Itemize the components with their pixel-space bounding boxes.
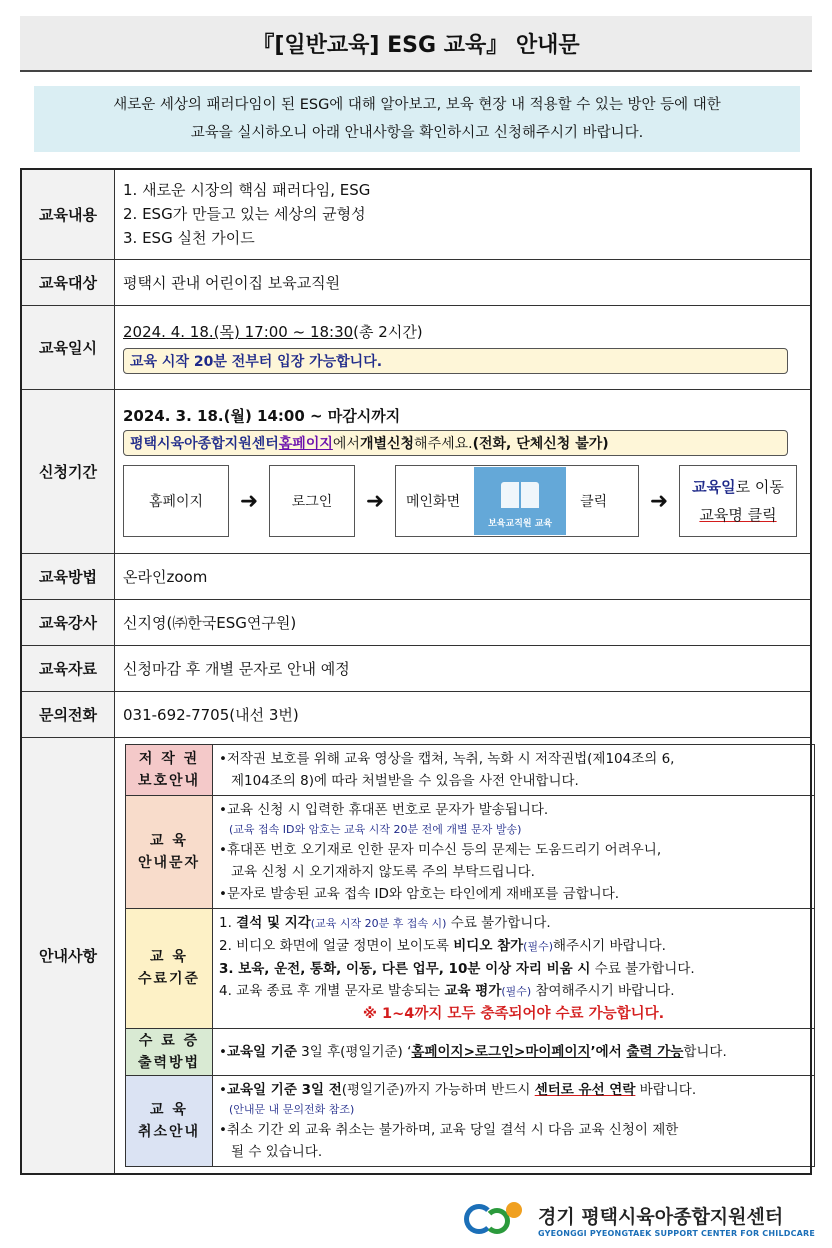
datetime-date: 2024. 4. 18.(목) 17:00 ~ 18:30 [123,323,354,341]
row-datetime [21,305,811,389]
sms-line-small: (교육 접속 ID와 암호는 교육 시작 20분 전에 개별 문자 발송) [229,822,522,836]
c3-bold: 3. 보육, 운전, 통화, 이동, 다른 업무, 10분 이상 자리 비움 시 [219,960,591,977]
step-goto-day: 교육일 [692,478,736,496]
row-instructor [21,599,811,645]
page-title: 『[일반교육] ESG 교육』 안내문 [20,16,812,72]
cancel-bullet: • [219,1081,227,1098]
intro-box [34,86,800,152]
apply-note-homepage: 홈페이지 [278,436,333,452]
datetime-cell [115,305,812,389]
step-goto [679,465,797,537]
cat-completion-1: 교 육 [150,949,188,965]
footer-sub: GYEONGGI PYEONGTAEK SUPPORT CENTER FOR CHILDCARE [538,1229,816,1238]
apply-note [123,430,788,456]
c2-a: 2. 비디오 화면에 얼굴 정면이 보이도록 [219,937,454,954]
c2-bold: 비디오 참가 [453,937,524,954]
content-item: 1. 새로운 시장의 핵심 패러다임, ESG [123,181,371,200]
step-homepage: 홈페이지 [123,465,229,537]
c1-bold: 결석 및 지각 [236,914,311,931]
c4-rest: 참여해주시기 바랍니다. [531,982,675,999]
footer-name: 경기 평택시육아종합지원센터 [538,1206,784,1228]
step-main-screen [395,465,639,537]
cat-copyright [126,744,213,795]
row-target [21,259,811,305]
footer-text [538,1202,815,1238]
notice-completion [126,908,815,1028]
cancel-text [213,1075,815,1166]
apply-flow [123,464,810,538]
row-notice [21,737,811,1174]
sms-line-2: •휴대폰 번호 오기재로 인한 문자 미수신 등의 문제는 도움드리기 어려우니, [219,841,662,858]
completion-warning: ※ 1~4까지 모두 충족되어야 수료 가능합니다. [362,1005,665,1022]
c4-bold: 교육 평가 [444,982,502,999]
row-phone [21,691,811,737]
sms-line-1: •교육 신청 시 입력한 휴대폰 번호로 문자가 발송됩니다. [219,801,549,818]
step-goto-move: 로 이동 [735,478,784,496]
cancel-contact: 센터로 유선 연락 [534,1081,636,1098]
book-icon-caption: 보육교직원 교육 [488,519,553,529]
cancel-line-3: 될 수 있습니다. [231,1143,323,1160]
cat-sms-1: 교 육 [150,832,188,849]
label-datetime: 교육일시 [21,305,115,389]
datetime-duration: (총 2시간) [353,323,423,341]
entry-note: 교육 시작 20분 전부터 입장 가능합니다. [123,348,788,374]
notice-certificate [126,1028,815,1075]
label-method: 교육방법 [21,553,115,599]
label-content: 교육내용 [21,169,115,259]
content-list [115,169,812,259]
cancel-line-1 [219,1079,808,1101]
info-table [20,168,812,1175]
cert-bullet: • [219,1043,227,1060]
label-materials: 교육자료 [21,645,115,691]
arrow-right-icon: ➜ [649,488,669,514]
apply-note-restriction: (전화, 단체신청 불가) [472,436,609,452]
sms-line-4: •문자로 발송된 교육 접속 ID와 암호는 타인에게 재배포를 금합니다. [219,885,620,902]
cert-days: 3일 후(평일기준) ‘ [296,1043,412,1060]
cancel-text-mid: (평일기준)까지 가능하며 반드시 [341,1081,535,1098]
arrow-right-icon: ➜ [239,488,259,514]
method-value: 온라인zoom [115,553,812,599]
step-goto-line2: 교육명 클릭 [699,506,777,524]
c1-small: (교육 시작 20분 후 접속 시) [310,916,447,930]
content-item: 2. ESG가 만들고 있는 세상의 균형성 [123,205,366,224]
cat-certificate [126,1028,213,1075]
datetime-line [123,320,810,344]
row-content [21,169,811,259]
notice-cell [115,737,812,1174]
apply-note-text: 에서 [332,436,360,452]
cat-cancel [126,1075,213,1166]
c4-a: 4. 교육 종료 후 개별 문자로 발송되는 [219,982,445,999]
cancel-line-2: •취소 기간 외 교육 취소는 불가하며, 교육 당일 결석 시 다음 교육 신청이 제한 [219,1121,679,1138]
step-main-label: 메인화면 [406,494,461,510]
row-apply [21,389,811,553]
cert-path: 홈페이지>로그인>마이페이지 [411,1043,591,1060]
book-shape [501,482,539,508]
cat-cancel-2: 취소안내 [137,1123,201,1140]
cat-sms [126,795,213,908]
label-target: 교육대상 [21,259,115,305]
c1-rest: 수료 불가합니다. [446,914,551,931]
sms-line-3: 교육 신청 시 오기재하지 않도록 주의 부탁드립니다. [231,863,535,880]
c3-rest: 수료 불가합니다. [590,960,695,977]
cancel-end: 바랍니다. [635,1081,697,1098]
materials-value: 신청마감 후 개별 문자로 안내 예정 [115,645,812,691]
row-materials [21,645,811,691]
phone-value: 031-692-7705(내선 3번) [115,691,812,737]
certificate-text [213,1028,815,1075]
cat-completion [126,908,213,1028]
center-logo-icon [462,1198,532,1242]
intro-line-1: 새로운 세상의 패러다임이 된 ESG에 대해 알아보고, 보육 현장 내 적용할 수 있는 방안 등에 대한 [113,97,721,113]
cat-copyright-1: 저 작 권 [138,750,200,767]
label-apply: 신청기간 [21,389,115,553]
notice-copyright [126,744,815,795]
copyright-text [213,744,815,795]
instructor-value: 신지영(㈜한국ESG연구원) [115,599,812,645]
completion-line-4 [219,980,808,1003]
row-method [21,553,811,599]
cancel-small: (안내문 내 문의전화 참조) [229,1102,355,1116]
cert-print: 출력 가능 [626,1043,684,1060]
step-login: 로그인 [269,465,355,537]
label-phone: 문의전화 [21,691,115,737]
target-value: 평택시 관내 어린이집 보육교직원 [115,259,812,305]
notice-table [125,744,815,1167]
footer [462,1196,822,1244]
arrow-right-icon: ➜ [365,488,385,514]
apply-period: 2024. 3. 18.(월) 14:00 ~ 마감시까지 [123,407,401,425]
completion-text [213,908,815,1028]
cert-basis: 교육일 기준 [226,1043,297,1060]
content-item: 3. ESG 실천 가이드 [123,229,255,248]
sms-text [213,795,815,908]
label-notice: 안내사항 [21,737,115,1174]
cert-at: ’에서 [590,1043,627,1060]
label-instructor: 교육강사 [21,599,115,645]
c1-num: 1. [219,914,237,931]
cancel-deadline: 교육일 기준 3일 전 [226,1081,342,1098]
cat-sms-2: 안내문자 [137,854,201,871]
notice-sms [126,795,815,908]
completion-line-3 [219,958,808,980]
notice-cancel [126,1075,815,1166]
c2-small: (필수) [523,939,553,953]
cat-copyright-2: 보호안내 [137,772,201,789]
c2-rest: 해주시기 바랍니다. [553,937,666,954]
book-icon [474,467,566,535]
intro-line-2: 교육을 실시하오니 아래 안내사항을 확인하시고 신청해주시기 바랍니다. [190,125,644,141]
copyright-line-1: •저작권 보호를 위해 교육 영상을 캡쳐, 녹취, 녹화 시 저작권법(제104조의 6, [219,750,675,767]
apply-note-individual: 개별신청 [359,436,415,452]
cat-certificate-1: 수 료 증 [138,1032,200,1049]
apply-note-center: 평택시육아종합지원센터 [130,436,279,452]
completion-line-2 [219,935,808,958]
apply-note-text2: 해주세요. [414,436,473,452]
step-click-label: 클릭 [580,494,608,510]
cert-end: 합니다. [683,1043,727,1060]
step-goto-line1 [692,473,784,501]
cat-completion-2: 수료기준 [137,971,201,987]
cat-cancel-1: 교 육 [150,1101,188,1118]
copyright-line-2: 제104조의 8)에 따라 처벌받을 수 있음을 사전 안내합니다. [231,772,579,789]
c4-small: (필수) [501,984,532,998]
completion-line-1 [219,912,808,935]
cat-certificate-2: 출력방법 [137,1054,201,1071]
apply-cell [115,389,812,553]
